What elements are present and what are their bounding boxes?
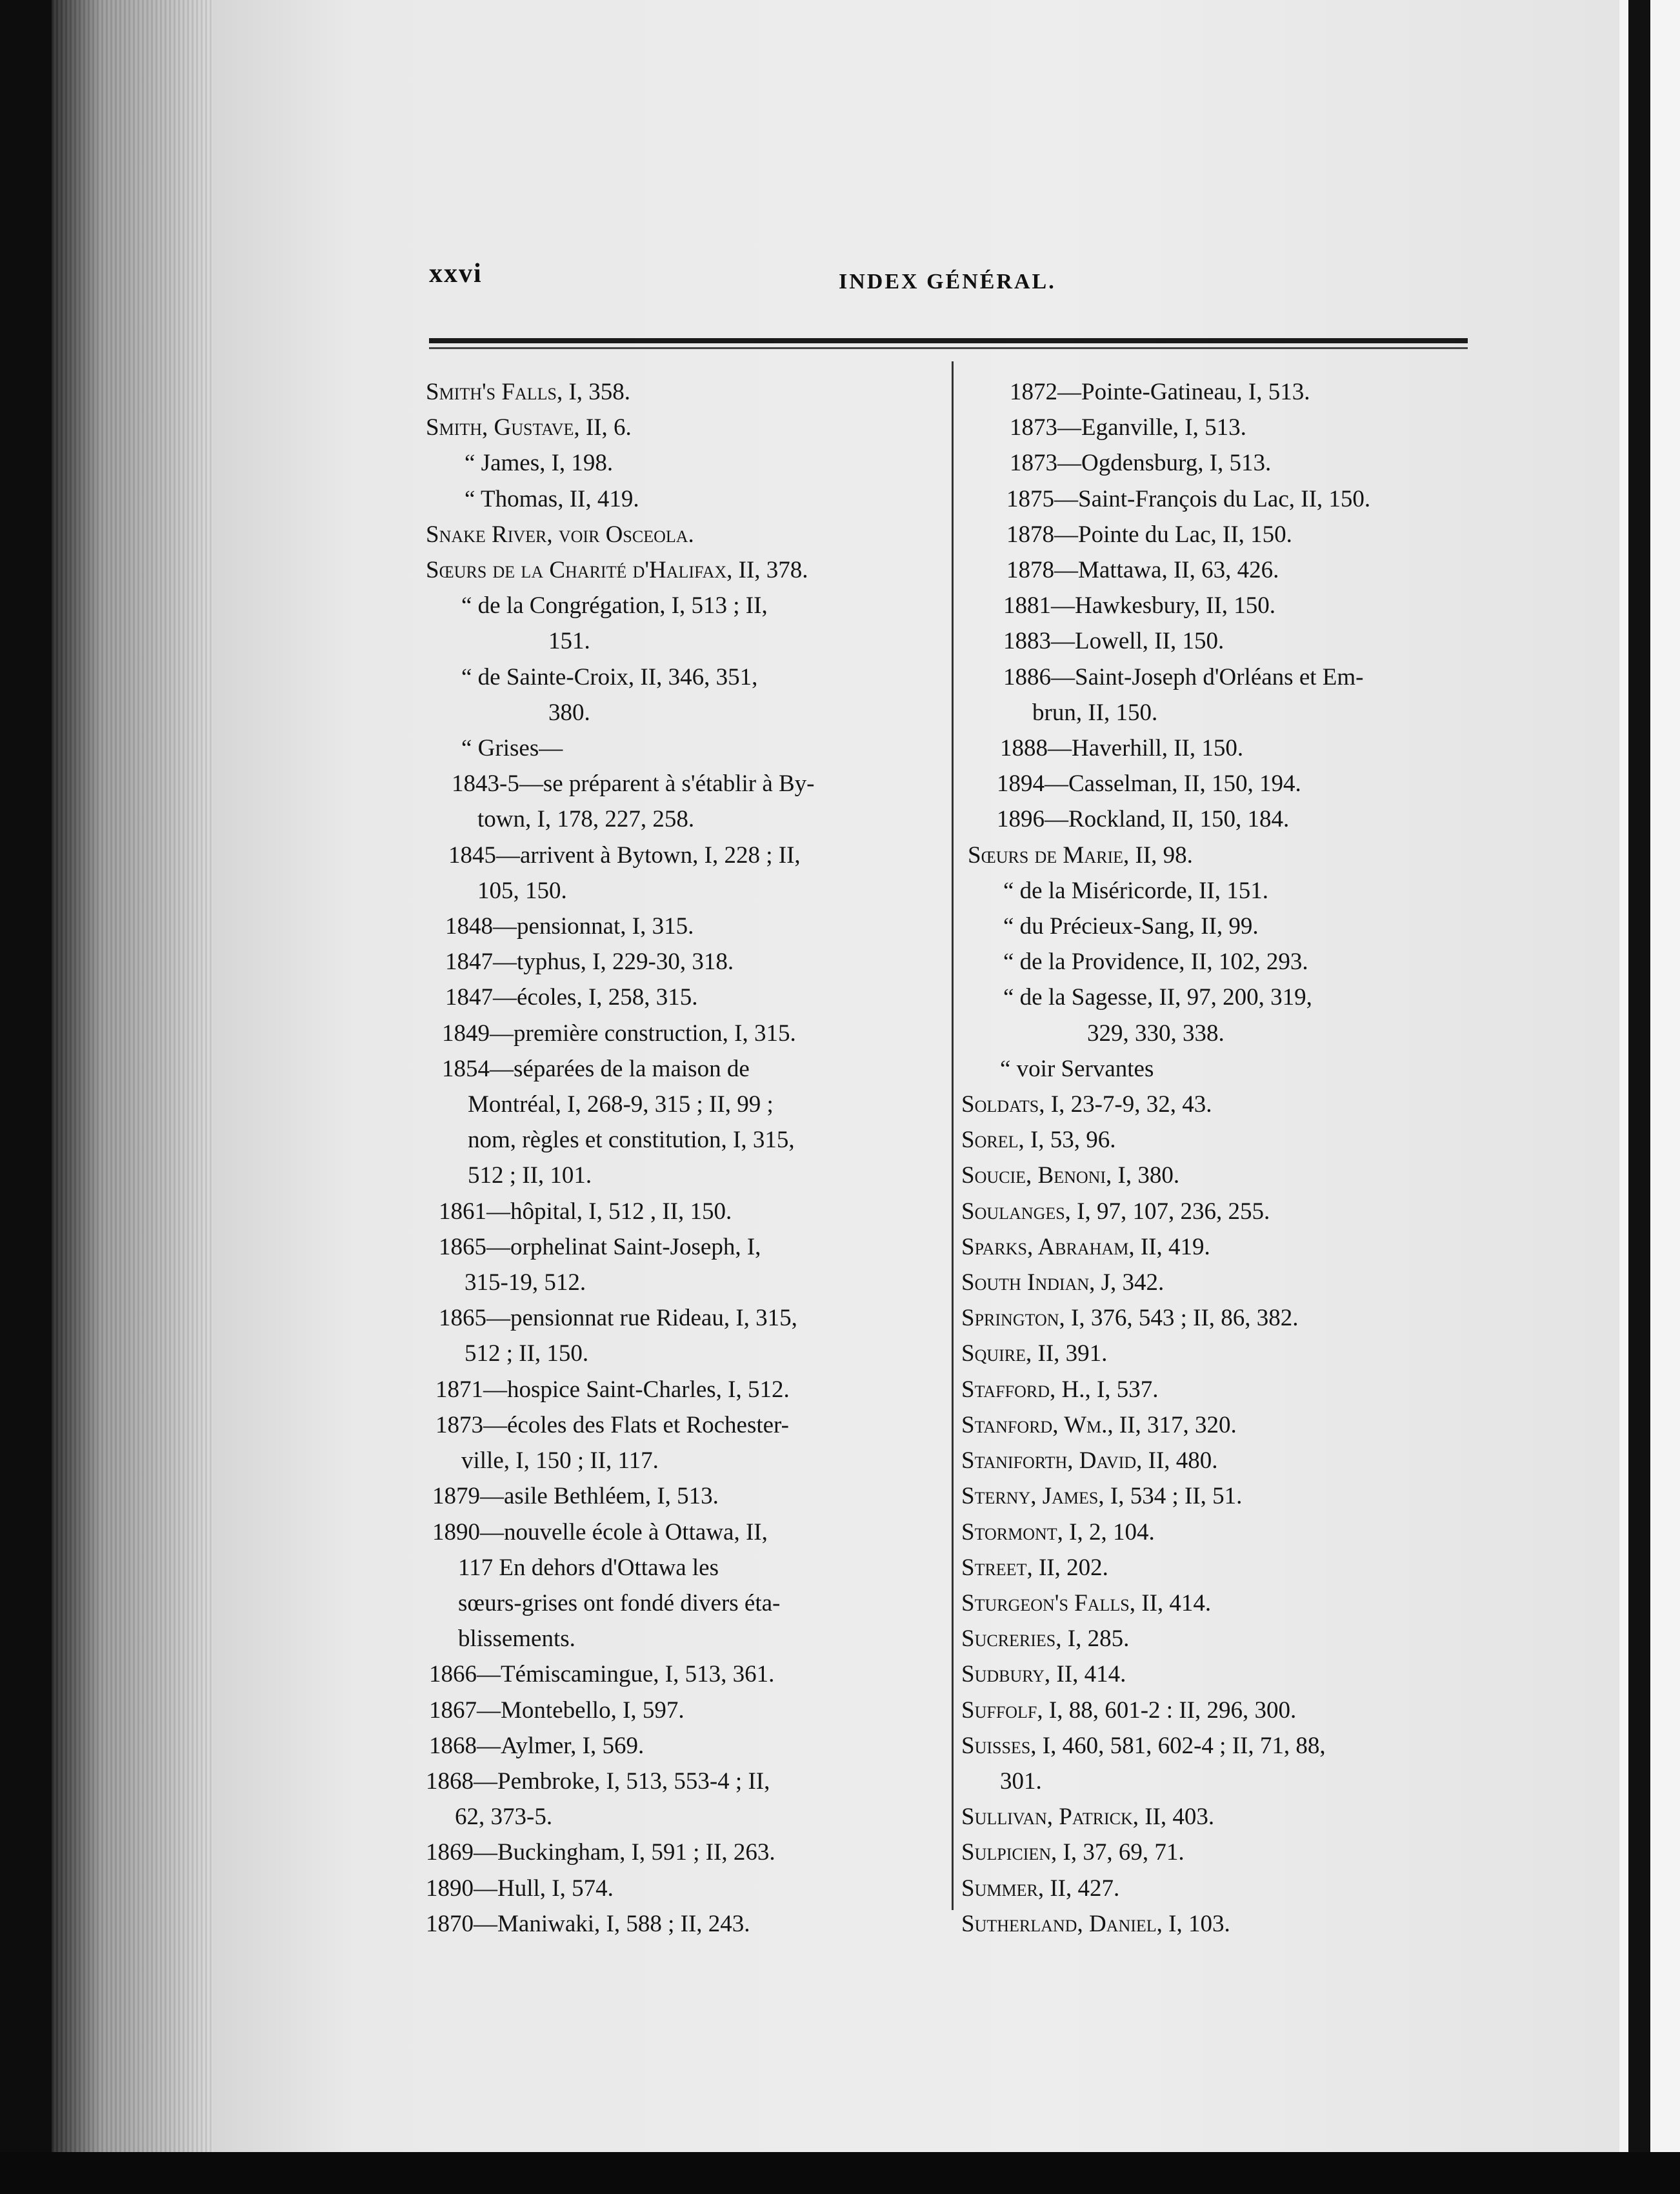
index-entry: Sucreries, I, 285.: [961, 1625, 1130, 1653]
index-entry: Staniforth, David, II, 480.: [961, 1447, 1218, 1474]
index-entry: 1847—typhus, I, 229-30, 318.: [445, 949, 734, 976]
scan-border: [0, 2152, 1680, 2194]
index-entry: 1878—Mattawa, II, 63, 426.: [1006, 557, 1279, 584]
index-entry-continued: 329, 330, 338.: [1087, 1020, 1225, 1047]
index-entry: 1854—séparées de la maison de: [442, 1055, 750, 1082]
index-entry: 1861—hôpital, I, 512 , II, 150.: [439, 1198, 732, 1225]
index-entry: Snake River, voir Osceola.: [426, 521, 694, 548]
column-divider: [952, 361, 954, 1910]
index-entry: 1890—nouvelle école à Ottawa, II,: [432, 1518, 768, 1545]
index-entry: 1873—Ogdensburg, I, 513.: [1010, 450, 1272, 477]
index-entry-continued: brun, II, 150.: [1032, 699, 1158, 726]
index-entry: Sœurs de Marie, II, 98.: [968, 841, 1193, 869]
index-entry-continued: 315-19, 512.: [465, 1269, 586, 1296]
index-entry-continued: nom, règles et constitution, I, 315,: [468, 1127, 795, 1154]
index-entry: 1881—Hawkesbury, II, 150.: [1003, 592, 1275, 619]
index-entry: Summer, II, 427.: [961, 1875, 1120, 1902]
index-entry: 1870—Maniwaki, I, 588 ; II, 243.: [426, 1910, 750, 1937]
index-entry: 1865—pensionnat rue Rideau, I, 315,: [439, 1305, 797, 1332]
index-entry: Sutherland, Daniel, I, 103.: [961, 1910, 1230, 1937]
index-entry: “ Grises—: [461, 735, 563, 762]
index-entry: 1869—Buckingham, I, 591 ; II, 263.: [426, 1839, 775, 1866]
index-entry: 1868—Aylmer, I, 569.: [429, 1732, 645, 1759]
header-rule-thin: [429, 347, 1468, 349]
index-entry: Stanford, Wm., II, 317, 320.: [961, 1411, 1237, 1438]
index-entry-continued: 380.: [548, 699, 590, 726]
index-entry: Sudbury, II, 414.: [961, 1661, 1126, 1688]
index-entry: “ de Sainte-Croix, II, 346, 351,: [461, 663, 758, 690]
index-entry: “ de la Miséricorde, II, 151.: [1003, 877, 1268, 904]
index-entry: 1873—Eganville, I, 513.: [1010, 414, 1246, 441]
index-entry: 1865—orphelinat Saint-Joseph, I,: [439, 1233, 761, 1260]
index-entry-continued: 151.: [548, 628, 590, 655]
index-entry: “ de la Providence, II, 102, 293.: [1003, 949, 1308, 976]
index-entry: “ voir Servantes: [1000, 1055, 1154, 1082]
index-entry: 1847—écoles, I, 258, 315.: [445, 984, 698, 1011]
running-head: INDEX GÉNÉRAL.: [839, 270, 1056, 294]
index-entry: Street, II, 202.: [961, 1554, 1108, 1581]
index-entry: 1849—première construction, I, 315.: [442, 1020, 796, 1047]
index-entry: “ Thomas, II, 419.: [465, 485, 639, 512]
index-entry-continued: 62, 373-5.: [455, 1804, 553, 1831]
index-column-right: [961, 374, 1490, 1942]
index-entry-continued: ville, I, 150 ; II, 117.: [461, 1447, 659, 1474]
index-entry: 1890—Hull, I, 574.: [426, 1875, 614, 1902]
index-entry: 1866—Témiscamingue, I, 513, 361.: [429, 1661, 775, 1688]
header-rule: [429, 338, 1468, 343]
index-entry: Squire, II, 391.: [961, 1340, 1108, 1367]
index-entry: “ James, I, 198.: [465, 450, 614, 477]
index-entry: “ de la Congrégation, I, 513 ; II,: [461, 592, 768, 619]
index-entry: 1873—écoles des Flats et Rochester-: [435, 1411, 789, 1438]
index-entry: 1848—pensionnat, I, 315.: [445, 913, 694, 940]
index-entry: 1845—arrivent à Bytown, I, 228 ; II,: [448, 841, 801, 869]
index-entry: Stafford, H., I, 537.: [961, 1376, 1159, 1403]
index-entry: 1868—Pembroke, I, 513, 553-4 ; II,: [426, 1767, 770, 1795]
index-entry: 1878—Pointe du Lac, II, 150.: [1006, 521, 1292, 548]
index-entry-continued: 512 ; II, 150.: [465, 1340, 589, 1367]
index-entry: Sorel, I, 53, 96.: [961, 1127, 1116, 1154]
index-entry: 1871—hospice Saint-Charles, I, 512.: [435, 1376, 790, 1403]
index-entry: 1896—Rockland, II, 150, 184.: [997, 806, 1290, 833]
page-edge: [52, 0, 219, 2194]
index-entry: Sullivan, Patrick, II, 403.: [961, 1804, 1215, 1831]
index-entry: 1894—Casselman, II, 150, 194.: [997, 770, 1301, 798]
index-entry: 1872—Pointe-Gatineau, I, 513.: [1010, 379, 1310, 405]
index-entry: Soulanges, I, 97, 107, 236, 255.: [961, 1198, 1270, 1225]
index-entry: Sulpicien, I, 37, 69, 71.: [961, 1839, 1185, 1866]
index-entry: Sterny, James, I, 534 ; II, 51.: [961, 1483, 1243, 1510]
index-entry: “ du Précieux-Sang, II, 99.: [1003, 913, 1259, 940]
index-entry-continued: 117 En dehors d'Ottawa les: [458, 1554, 719, 1581]
facing-page-edge: [1619, 0, 1680, 2194]
index-entry: 1843-5—se préparent à s'établir à By-: [452, 770, 815, 798]
index-entry-continued: 105, 150.: [477, 877, 567, 904]
index-entry: Soucie, Benoni, I, 380.: [961, 1162, 1180, 1189]
index-entry: Smith's Falls, I, 358.: [426, 379, 631, 405]
gutter-shadow: [1628, 0, 1650, 2194]
index-entry-continued: sœurs-grises ont fondé divers éta-: [458, 1589, 781, 1616]
index-entry-continued: Montréal, I, 268-9, 315 ; II, 99 ;: [468, 1091, 774, 1118]
index-entry: Soldats, I, 23-7-9, 32, 43.: [961, 1091, 1212, 1118]
index-entry: 1886—Saint-Joseph d'Orléans et Em-: [1003, 663, 1364, 690]
index-entry-continued: blissements.: [458, 1625, 575, 1653]
index-entry-continued: 301.: [1000, 1767, 1042, 1795]
index-entry: Sparks, Abraham, II, 419.: [961, 1233, 1210, 1260]
index-entry: 1879—asile Bethléem, I, 513.: [432, 1483, 719, 1510]
index-entry: Sœurs de la Charité d'Halifax, II, 378.: [426, 557, 808, 584]
index-entry: Smith, Gustave, II, 6.: [426, 414, 632, 441]
index-entry: 1883—Lowell, II, 150.: [1003, 628, 1225, 655]
index-entry: Sturgeon's Falls, II, 414.: [961, 1589, 1212, 1616]
index-entry: 1867—Montebello, I, 597.: [429, 1696, 685, 1724]
index-column-left: [426, 374, 929, 1942]
page-number: xxvi: [429, 259, 483, 288]
index-entry: 1888—Haverhill, II, 150.: [1000, 735, 1244, 762]
index-entry-continued: town, I, 178, 227, 258.: [477, 806, 695, 833]
index-entry: Suisses, I, 460, 581, 602-4 ; II, 71, 88,: [961, 1732, 1326, 1759]
index-entry: Suffolf, I, 88, 601-2 : II, 296, 300.: [961, 1696, 1297, 1724]
index-entry: “ de la Sagesse, II, 97, 200, 319,: [1003, 984, 1312, 1011]
index-entry: South Indian, J, 342.: [961, 1269, 1165, 1296]
index-entry: Stormont, I, 2, 104.: [961, 1518, 1155, 1545]
index-entry: Springton, I, 376, 543 ; II, 86, 382.: [961, 1305, 1299, 1332]
index-entry: 1875—Saint-François du Lac, II, 150.: [1006, 485, 1371, 512]
index-entry-continued: 512 ; II, 101.: [468, 1162, 592, 1189]
